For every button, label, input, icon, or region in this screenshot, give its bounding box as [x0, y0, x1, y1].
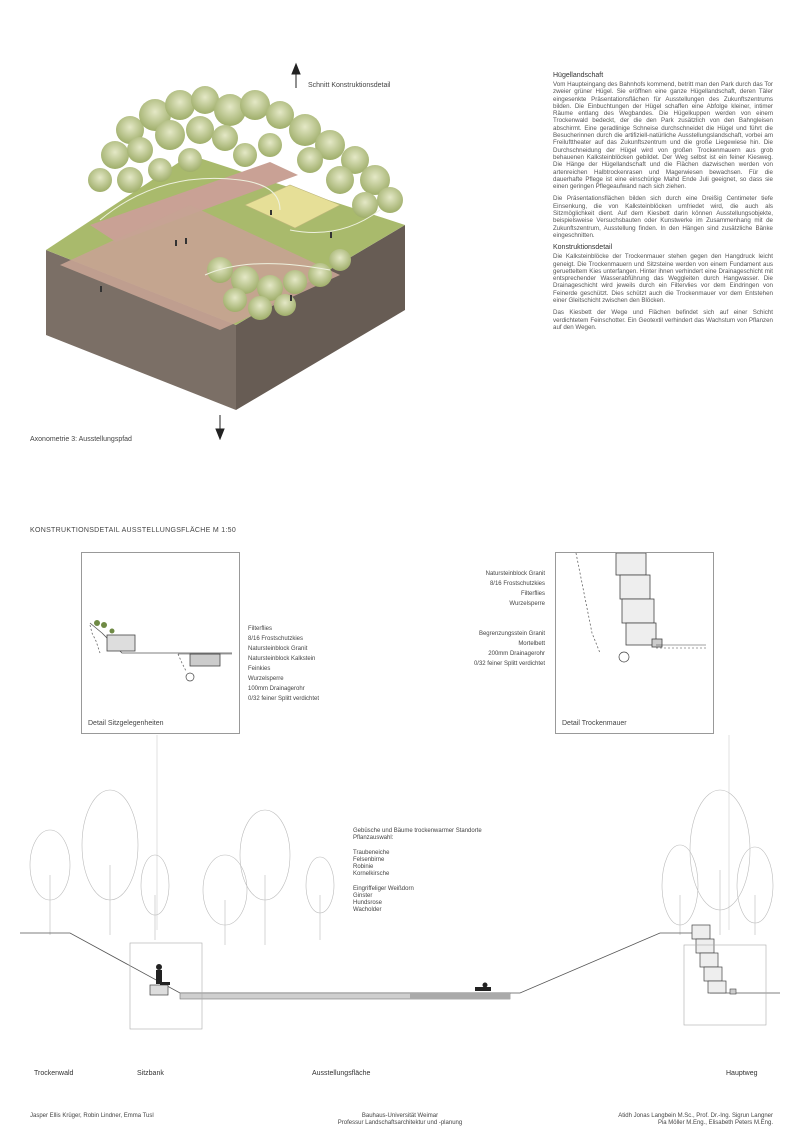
advisors-line: Atidh Jonas Langbein M.Sc., Prof. Dr.-Ing. Sigrun Langner [618, 1113, 773, 1119]
paragraph: Vom Haupteingang des Bahnhofs kommend, betritt man den Park durch das Tor zweier grüner Hügel. Sie eröffnen eine ganze Hügellandschaft, deren Täler eingesenkte Präsentationsflächen für Ausstellungen des Zukunftszentrums bilden. Die Einbuchtungen der Hügel schaffen eine Abfolge kleiner, intimer Räume entlang des Wegbandes. Die Hügelkuppen werden von einem Trockenwald bedeckt, der die den Park zusätzlich von den Bahngleisen abschirmt. Eine geradlinige Schneise durchschneidet die Hügel und führt die Besucherinnen durch die artifiziell-natürliche Ausstellungslandschaft, vorbei am Freilufttheater auf das Zukunftszentrum und die große Liegewiese hin. Die Durchschneidung der Hügel wird von großen Trockenmauern aus grob behauenen Kalksteinblöcken gebildet. Der Weg selbst ist ein feiner Kiesweg. Die Hänge der Hügellandschaft und die Flächen dazwischen werden von artenreichen Halbtrockenrasen und Magerwiesen bewachsen. Für die dauerhafte Pflege ist eine einschürige Mahd Ende Juli geeignet, so dass sie einen geringen Pflegeaufwand nach sich ziehen. [553, 81, 773, 191]
detail-left-labels [248, 626, 378, 703]
detail-right-frame [555, 552, 714, 734]
detail-label: 200mm Drainagerohr [488, 651, 545, 657]
plant-item: Wacholder [353, 907, 382, 913]
detail-left-title: Detail Sitzgelegenheiten [88, 720, 164, 727]
footer-authors: Jasper Ellis Krüger, Robin Lindner, Emma Tusl [30, 1113, 154, 1119]
label-trockenwald: Trockenwald [34, 1070, 74, 1077]
plant-heading: Gebüsche und Bäume trockenwarmer Standorte [353, 828, 482, 834]
detail-label: Filterflies [520, 591, 545, 597]
axonometry-illustration [40, 60, 420, 440]
detail-label: Wurzelsperre [509, 601, 545, 607]
axonometry-svg [40, 60, 420, 440]
plant-item: Felsenbirne [353, 857, 385, 863]
detail-right-labels-top [420, 571, 545, 608]
footer-advisors [540, 1113, 773, 1127]
trees-right [662, 790, 773, 935]
plant-item: Traubeneiche [353, 850, 390, 856]
plant-item: Kornelkirsche [353, 871, 390, 877]
detail-label: 8/16 Frostschutzkies [248, 636, 304, 642]
plant-item: Eingriffeliger Weißdorn [353, 886, 414, 892]
detail-label: Mortelbett [518, 641, 545, 647]
label-sitzbank: Sitzbank [137, 1070, 164, 1077]
drystone-wall [692, 925, 726, 993]
paragraph: Die Kalksteinblöcke der Trockenmauer stehen gegen den Hangdruck leicht geneigt. Die Trockenmauern und Sitzsteine werden von einem Fundament aus geruetteltem Kies unterfangen. Hinter ihnen verhindert eine Drainageschicht mit entsprechender Wasserabführung das Weggleiten durch Hangwasser. Die Drainageschicht wird jeweils durch ein Filtervlies vor dem Eindringen von Feinerde geschützt. Dies schützt auch die Trockenmauer vor dem Entstehen einer Gleitschicht zwischen den Blöcken. [553, 253, 773, 305]
footer-university [300, 1113, 500, 1127]
detail-label: Natursteinblock Kalkstein [248, 656, 316, 662]
ground-line [20, 933, 710, 993]
detail-label: Filterflies [248, 626, 273, 632]
university-line: Professur Landschaftsarchitektur und -planung [337, 1120, 463, 1126]
detail-right-title: Detail Trockenmauer [562, 720, 627, 727]
detail-left-drawing [82, 553, 239, 733]
detail-label: Wurzelsperre [248, 676, 284, 682]
university-line: Bauhaus-Universität Weimar [361, 1113, 439, 1119]
detail-right-drawing [556, 553, 713, 733]
trees-left [30, 790, 334, 945]
section-title: KONSTRUKTIONSDETAIL AUSSTELLUNGSFLÄCHE M 1:50 [30, 527, 237, 534]
paragraph: Die Präsentationsflächen bilden sich durch eine Dreißig Centimeter tiefe Einsenkung, die von Kalksteinblöcken umfriedet wird, die auch als Sitzmöglichkeit dient. Auf dem Kiesbett darin können Ausstellungsobjekte, beispielsweise Versuchsbauten oder Kunstwerke im Zusammenhang mit de Zukunftszentrum, Ausstellung finden. In den Hängen sind zusätzliche Bänke eingeschnitten. [553, 195, 773, 239]
cut-label: Schnitt Konstruktionsdetail [308, 82, 391, 89]
section-arrow-bottom [216, 415, 224, 439]
detail-label: Natursteinblock Granit [248, 646, 308, 652]
detail-left-frame [81, 552, 240, 734]
bench-block [150, 985, 168, 995]
label-ausstellungsflaeche: Ausstellungsfläche [312, 1070, 371, 1077]
detail-right-labels-bottom [420, 631, 545, 668]
detail-label: Feinkies [248, 666, 271, 672]
advisors-line: Pia Möller M.Eng., Elisabeth Peters M.Eng. [657, 1120, 773, 1126]
plant-list [353, 828, 553, 914]
text-column [553, 72, 773, 336]
detail-label: 0/32 feiner Splitt verdichtet [473, 661, 545, 667]
detail-label: 100mm Drainagerohr [248, 686, 305, 692]
plant-item: Hundsrose [353, 900, 383, 906]
plant-item: Robinie [353, 864, 374, 870]
detail-label: 0/32 feiner Splitt verdichtet [248, 696, 320, 702]
section-heading: Hügellandschaft [553, 72, 604, 79]
plant-item: Ginster [353, 893, 373, 899]
section-heading: Konstruktionsdetail [553, 244, 613, 252]
paragraph: Das Kiesbett der Wege und Flächen befindet sich auf einer Schicht verdichtetem Feinschotter. Ein Geotextil verhindert das Wachstum von Pflanzen auf den Wegen. [553, 309, 773, 331]
plant-heading: Pflanzauswahl: [353, 835, 394, 841]
detail-label: 8/16 Frostschutzkies [489, 581, 545, 587]
label-hauptweg: Hauptweg [726, 1070, 758, 1077]
axo-caption: Axonometrie 3: Ausstellungspfad [30, 436, 132, 443]
section-arrow-top [292, 64, 300, 88]
detail-label: Natursteinblock Granit [485, 571, 545, 577]
section-people [156, 964, 491, 991]
detail-label: Begrenzungsstein Granit [478, 631, 545, 637]
